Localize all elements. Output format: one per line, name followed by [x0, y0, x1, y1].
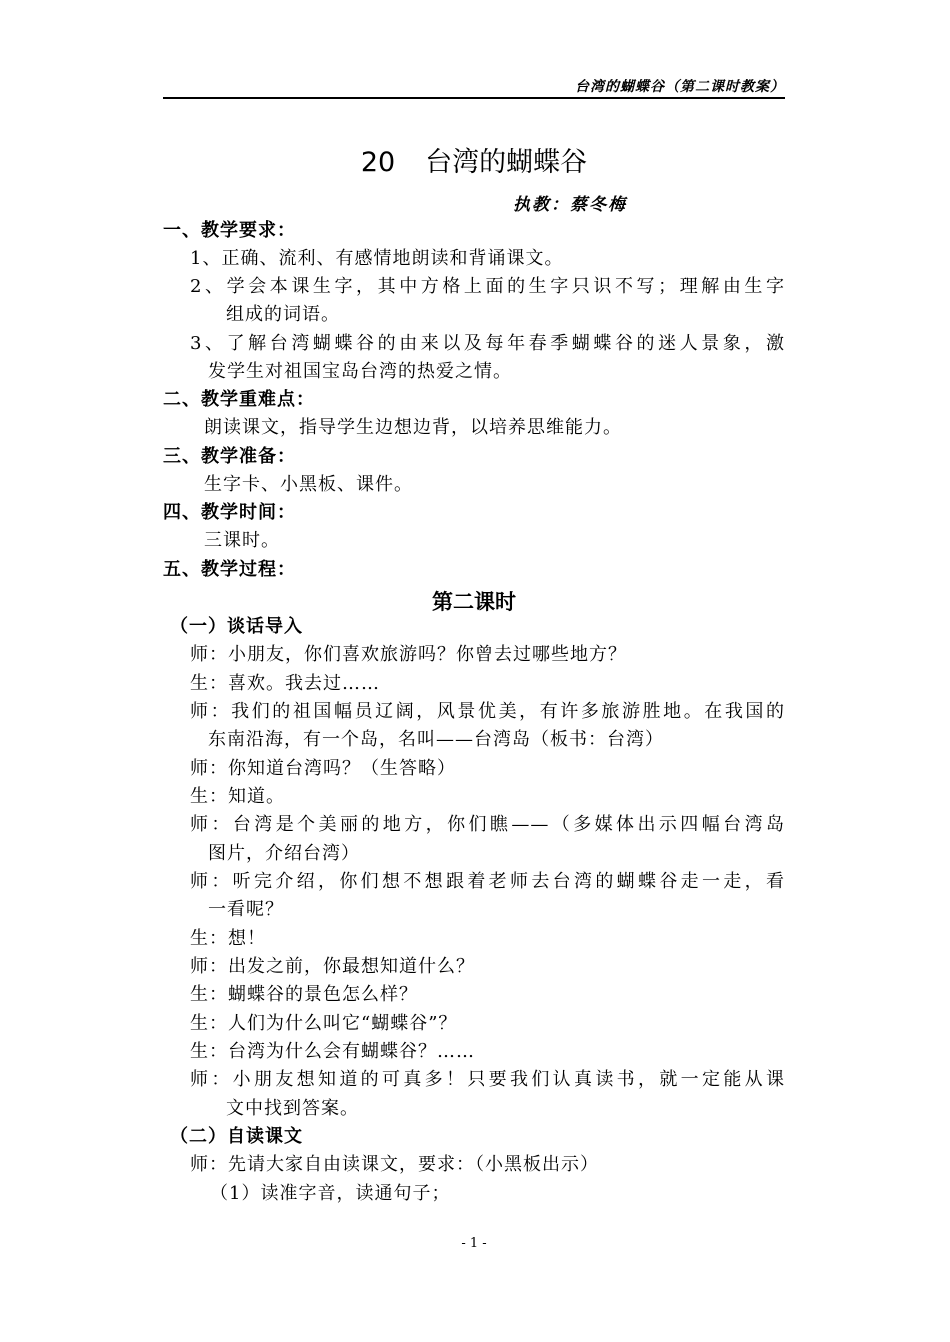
dialogue-line-cont: 图片，介绍台湾） — [208, 843, 360, 864]
section-heading-requirements: 一、教学要求： — [163, 220, 296, 241]
dialogue-line: 师：听完介绍，你们想不想跟着老师去台湾的蝴蝶谷走一走，看 — [190, 871, 785, 892]
dialogue-line: 师：你知道台湾吗？（生答略） — [190, 758, 456, 779]
section-heading-process: 五、教学过程： — [163, 559, 296, 580]
page-title — [163, 140, 785, 179]
page-number: - 1 - — [461, 1236, 487, 1251]
section-text: 生字卡、小黑板、课件。 — [204, 474, 413, 495]
section-text: 三课时。 — [204, 530, 280, 551]
section-heading-key-points: 二、教学重难点： — [163, 389, 315, 410]
dialogue-line: 师：小朋友想知道的可真多！只要我们认真读书，就一定能从课 — [190, 1069, 785, 1090]
dialogue-line: 生：想！ — [190, 928, 266, 949]
header-rule — [163, 97, 785, 99]
part-heading: （一）谈话导入 — [170, 616, 303, 637]
dialogue-line: 师：小朋友，你们喜欢旅游吗？你曾去过哪些地方？ — [190, 644, 627, 665]
requirement-item: 3、了解台湾蝴蝶谷的由来以及每年春季蝴蝶谷的迷人景象，激 — [190, 333, 785, 354]
dialogue-line: 生：知道。 — [190, 786, 285, 807]
running-header: 台湾的蝴蝶谷（第二课时教案） — [575, 79, 785, 95]
dialogue-line-cont: 文中找到答案。 — [226, 1098, 359, 1119]
section-text: 朗读课文，指导学生边想边背，以培养思维能力。 — [204, 417, 622, 438]
section-heading-preparation: 三、教学准备： — [163, 446, 296, 467]
dialogue-line-cont: 东南沿海，有一个岛，名叫——台湾岛（板书：台湾） — [208, 729, 664, 750]
dialogue-line: 生：喜欢。我去过…… — [190, 673, 380, 694]
part-heading: （二）自读课文 — [170, 1126, 303, 1147]
dialogue-line-cont: 一看呢？ — [208, 899, 284, 920]
dialogue-line: 生：人们为什么叫它“蝴蝶谷”？ — [190, 1013, 458, 1034]
section-heading-time: 四、教学时间： — [163, 502, 296, 523]
dialogue-line: 师：台湾是个美丽的地方，你们瞧——（多媒体出示四幅台湾岛 — [190, 814, 785, 835]
dialogue-line: 师：我们的祖国幅员辽阔，风景优美，有许多旅游胜地。在我国的 — [190, 701, 785, 722]
requirement-item: 2、学会本课生字，其中方格上面的生字只识不写；理解由生字 — [190, 276, 785, 297]
dialogue-line: （1）读准字音，读通句子； — [210, 1183, 451, 1204]
lesson-heading: 第二课时 — [432, 590, 516, 614]
dialogue-line: 生：台湾为什么会有蝴蝶谷？…… — [190, 1041, 475, 1062]
dialogue-line: 师：先请大家自由读课文，要求：（小黑板出示） — [190, 1154, 599, 1175]
requirement-item: 1、正确、流利、有感情地朗读和背诵课文。 — [190, 248, 564, 269]
dialogue-line: 生：蝴蝶谷的景色怎么样？ — [190, 984, 418, 1005]
lesson-title: 台湾的蝴蝶谷 — [425, 147, 588, 178]
lesson-number: 20 — [360, 147, 396, 178]
requirement-item-cont: 发学生对祖国宝岛台湾的热爱之情。 — [208, 361, 512, 382]
requirement-item-cont: 组成的词语。 — [226, 304, 340, 325]
author: 执教：蔡冬梅 — [513, 195, 627, 215]
dialogue-line: 师：出发之前，你最想知道什么？ — [190, 956, 475, 977]
